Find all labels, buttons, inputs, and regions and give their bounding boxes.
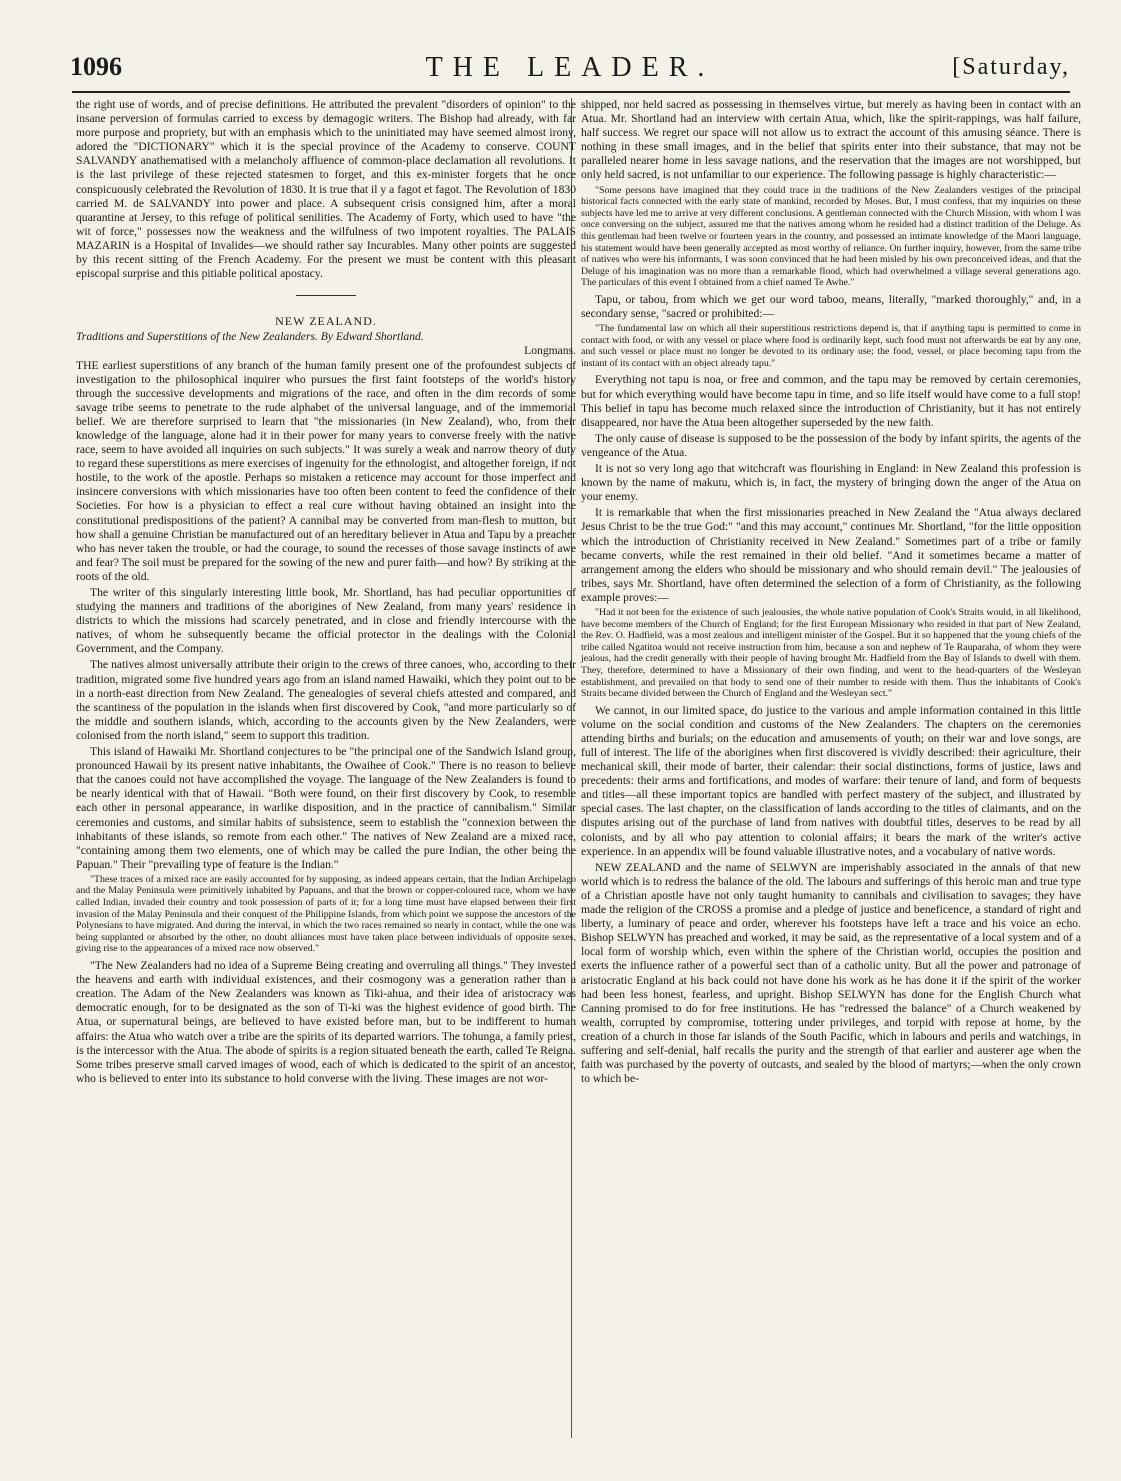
footnote: "These traces of a mixed race are easily accounted for by supposing, as indeed appears certain, that the Indian Archipelago and the Malay Peninsula were primitively inhabited by Papuans, and that the brown or copper-coloured race, whom we have called Indian, invaded their country and took possession of parts of it; for a long time must have elapsed between their first invasion of the Malay Peninsula and their conquest of the Philippine Islands, from which point we suppose the ancestors of the Polynesians to have migrated. And during the interval, in which the two races remained so nearly in contact, while the one was being supplanted or absorbed by the other, no doubt alliances must have taken place between individuals of opposite sexes, giving rise to the appearances of a mixed race now observed." xyxy=(76,873,576,955)
section-title: NEW ZEALAND. xyxy=(275,314,377,329)
paragraph: It is not so very long ago that witchcraft was flourishing in England: in New Zealand this profession is known by the name of makutu, which is, in fact, the mystery of bringing down the anger of the Atua on your enemy. xyxy=(581,462,1081,504)
paragraph: We cannot, in our limited space, do justice to the various and ample information contained in this little volume on the social condition and customs of the New Zealanders. The chapters on the ceremonies attending births and burials; on the education and amusements of youth; on their war and love songs, are full of interest. The life of the aborigines when first discovered is vividly described: their agriculture, their mechanical skill, their mode of barter, their calendar: their social distinctions, forms of justice, laws and precedents: their arms and fortifications, and modes of warfare: their tenure of land, and form of bequests and titles—all these important topics are handled with perfect mastery of the subject, and illustrated by special cases. The last chapter, on the classification of lands according to the titles of claimants, and on the disputes arising out of the purchase of land from natives with doubtful titles, deserves to be read by all colonists, and by all who pay attention to colonial affairs; it bears the mark of the writer's active experience. In an appendix will be found valuable illustrative notes, and a vocabulary of native words. xyxy=(581,703,1081,858)
publisher: Longmans. xyxy=(524,344,576,358)
quotation: "Some persons have imagined that they could trace in the traditions of the New Zealanders vestiges of the principal historical facts connected with the early state of mankind, recorded by Moses. But, I must confess, that my inquiries on these subjects have led me to arrive at very different conclusions. A gentleman connected with the Church Mission, with whom I was once conversing on the subject, assured me that the natives among whom he resided had a distinct tradition of the Deluge. As this gentleman had been twelve or fourteen years in the country, and possessed an intimate knowledge of the Maori language, his statement would have been generally accepted as most worthy of reliance. On further inquiry, however, from the same tribe of natives who were his informants, I was soon convinced that he had been misled by his own preconceived ideas, and that the Deluge of his imagination was no more than a remarkable flood, which had overwhelmed a village several generations ago. The particulars of this event I obtained from a chief named Te Awhe." xyxy=(581,184,1081,289)
paragraph: The natives almost universally attribute their origin to the crews of three canoes, who, according to their tradition, migrated some five hundred years ago from an island named Hawaiki, which they point out to be in a north-east direction from New Zealand. The genealogies of several chiefs attested and compared, and the scantiness of the population in the islands when first discovered by Cook, "and more particularly so of the middle and southern islands, which, according to the accounts given by the New Zealanders, were colonised from the north island," seem to support this tradition. xyxy=(76,658,576,742)
paragraph: NEW ZEALAND and the name of SELWYN are imperishably associated in the annals of that new world which is to redress the balance of the old. The labours and sufferings of this heroic man and true type of a Christian apostle have not only taught humanity to cannibals and civilisation to savages; they have made the religion of the CROSS a promise and a pledge of justice and beneficence, a standard of right and liberty, a luminary of peace and order, wherever his footsteps have left a trace and his voice an echo. Bishop SELWYN has preached and worked, it may be said, as the representative of a local system and of a local form of worship which, even within the sphere of the Christian world, occupies the position and exerts the influence rather of a powerful sect than of a catholic unity. But all the power and patronage of aristocratic England at his back could not have done his work as he has done it if the spirit of the worker had been less honest, fearless, and upright. Bishop SELWYN has done for the English Church what Canning promised to do for free institutions. He has "redressed the balance" of a Church weakened by wealth, corrupted by compromise, tottering under privileges, and torpid with repose at home, by the creation of a church in those far islands of the South Pacific, which in labours and perils and watchings, in suffering and self-denial, half recalls the purity and the strength of that earlier and austerer age when the faith was purchased by the poverty of outcasts, and sealed by the blood of martyrs;—when the only crown to which be- xyxy=(581,860,1081,1086)
quotation: "The fundamental law on which all their superstitious restrictions depend is, that if anything tapu is permitted to come in contact with food, or with any vessel or place where food is ordinarily kept, such food must not afterwards be eat by any one, and such vessel or place must no longer be devoted to its ordinary use; the food, vessel, or place becoming tapu from the instant of its contact with an object already tapu." xyxy=(581,323,1081,369)
masthead xyxy=(70,52,1070,88)
paragraph: This island of Hawaiki Mr. Shortland conjectures to be "the principal one of the Sandwich Island group, pronounced Hawaii by its present native inhabitants, the Owaihee of Cook." There is no reason to believe that the canoes could not have accomplished the voyage. The language of the New Zealanders is found to be nearly identical with that of Hawaii. "Both were found, on their first discovery by Cook, to resemble each other in personal appearance, in warlike disposition, and in the practice of cannibalism." Similar ceremonies and customs, and similar habits of subsistence, seem to establish the "connexion between the inhabitants of these islands, so remote from each other." The natives of New Zealand are a mixed race, "containing among them two elements, one of which may be called the pure Indian, the other being the Papuan." Their "prevailing type of feature is the Indian." xyxy=(76,745,576,871)
paragraph: THE earliest superstitions of any branch of the human family present one of the profoundest subjects of investigation to the philosophical inquirer who pursues the first faint footsteps of the world's history through the successive developments and migrations of the race, and often in the dim records of some savage tribe seems to penetrate to the rude alphabet of the universal language, and of the immemorial belief. We are therefore surprised to learn that "the missionaries (in New Zealand), who, from their knowledge of the language, alone had it in their power for many years to converse freely with the native race, seem to have avoided all inquiries on such subjects." It was surely a weak and narrow theory of duty to regard these superstitions as mere exercises of ingenuity for the ethnologist, and altogether foreign, if not hostile, to the work of the apostle. Perhaps so mistaken a reticence may account for those imperfect and insincere conversions with which missionaries have too often been content to feed the confidence of their Societies. For how is a physician to effect a real cure without having obtained an insight into the constitutional predispositions of the patient? A cannibal may be converted from man-flesh to mutton, but how shall a genuine Christian be manufactured out of an hereditary believer in Atua and Tapu by a preacher who has never taken the trouble, or had the courage, to sound the recesses of those savage instincts of awe and fear? The soil must be prepared for the sowing of the new and purer faith—and how? By striking at the roots of the old. xyxy=(76,358,576,583)
section-divider xyxy=(296,295,356,296)
paragraph: Tapu, or tabou, from which we get our word taboo, means, literally, "marked thoroughly," and, in a secondary sense, "sacred or prohibited:— xyxy=(581,292,1081,320)
paragraph: "The New Zealanders had no idea of a Supreme Being creating and overruling all things." They invested the heavens and earth with individual existences, and their cosmogony was a generation rather than a creation. The Adam of the New Zealanders was known as Tiki-ahua, and their idea of aristocracy was democratic enough, for to be designated as the son of Ti-ki was the highest evidence of good birth. The Atua, or supernatural beings, are believed to have existed before man, but to be indifferent to human affairs: the Atua who watch over a tribe are the spirits of its departed warriors. The tohunga, a family priest, is the intercessor with the Atua. The abode of spirits is a region situated beneath the earth, called Te Reigna. Some tribes preserve small carved images of wood, each of which is dedicated to the spirit of an ancestor, who is believed to enter into its substance to hold converse with the living. These images are not wor- xyxy=(76,959,576,1085)
header-rule xyxy=(72,91,1070,93)
issue-day: [Saturday, xyxy=(952,54,1070,80)
page-number: 1096 xyxy=(70,52,122,81)
quotation: "Had it not been for the existence of such jealousies, the whole native population of Cook's Straits would, in all likelihood, have become members of the Church of England; for the first European Missionary who resided in that part of New Zealand, the Rev. O. Hadfield, was a most zealous and intelligent minister of the Gospel. But it so happened that the young chiefs of the tribe called Ngatitoa would not receive instruction from him, because a son and nephew of Te Rauparaha, of whom they were jealous, had the credit generally with their people of having brought Mr. Hadfield from the Bay of Islands to dwell with them. They, therefore, determined to have a Missionary of their own finding, and went to the head-quarters of the Wesleyan establishment, and prevailed on that body to send one of their number to reside with them. Thus the inhabitants of Cook's Straits became divided between the Church of England and the Wesleyan sect." xyxy=(581,606,1081,700)
left-column xyxy=(76,98,576,1088)
book-title: Traditions and Superstitions of the New Zealanders. By Edward Shortland. xyxy=(76,330,424,344)
paragraph: Everything not tapu is noa, or free and common, and the tapu may be removed by certain ceremonies, but for which everything would have become tapu in time, and so life itself would have come to a full stop! This belief in tapu has become much relaxed since the introduction of Christianity, but it has not entirely disappeared, nor have the Atua been altogether superseded by the new faith. xyxy=(581,373,1081,429)
paragraph: It is remarkable that when the first missionaries preached in New Zealand the "Atua always declared Jesus Christ to be the true God:" "and this may account," continues Mr. Shortland, "for the little opposition which the introduction of Christianity received in New Zealand." Sometimes part of a tribe or family became converts, while the rest remained in their old belief. "And it sometimes became a matter of arrangement among the elders who should be missionary and who should remain devil." The jealousies of tribes, says Mr. Shortland, have often determined the selection of a form of Christianity, as the following example proves:— xyxy=(581,506,1081,604)
right-column xyxy=(581,98,1081,1088)
paragraph: The only cause of disease is supposed to be the possession of the body by infant spirits, the agents of the vengeance of the Atua. xyxy=(581,431,1081,459)
paragraph: shipped, nor held sacred as possessing in themselves virtue, but merely as having been in contact with an Atua. Mr. Shortland had an interview with certain Atua, which, like the spirit-rappings, was half failure, half success. We regret our space will not allow us to extract the account of this amusing séance. There is nothing in these small images, and in the belief that spirits enter into their substance, that may not be paralleled nearer home in less savage nations, and the reservation that the images are not worshipped, but only held sacred, is not unfamiliar to our experience. The following passage is highly characteristic:— xyxy=(581,98,1081,182)
paragraph: the right use of words, and of precise definitions. He attributed the prevalent "disorders of opinion" to the insane perversion of formulas carried to excess by demagogic writers. The Bishop had already, with far more purpose and propriety, but with an emphasis which to the uninitiated may have seemed almost irony, adored the "DICTIONARY" which it is the special province of the Academy to conserve. COUNT SALVANDY anathematised with a melancholy affluence of common-place declamation all revolutions. It is the last privilege of these rejected statesmen to forget, and this ex-minister forgets that he once conspicuously celebrated the Revolution of 1830. It is true that il y a fagot et fagot. The Revolution of 1830 carried M. de SALVANDY into power and place. A subsequent crisis consigned him, after a moral quarantine at Jersey, to this refuge of political senilities. The Academy of Forty, which used to have "the wit of force," possesses now the weakness and the wilfulness of two impotent royalties. The PALAIS MAZARIN is a Hospital of Invalides—we should rather say Incurables. Many other points are suggested by this recent sitting of the French Academy. For the present we must be content with this pleasant episcopal surprise and this pitiable political apostacy. xyxy=(76,98,576,281)
paragraph: The writer of this singularly interesting little book, Mr. Shortland, has had peculiar opportunities of studying the manners and traditions of the aborigines of New Zealand, from many years' residence in districts to which the missions had scarcely penetrated, and in close and friendly intercourse with the natives, of whom he subsequently became the official protector in the dealings with the Colonial Government, and the Company. xyxy=(76,586,576,656)
publication-title: THE LEADER. xyxy=(425,52,715,83)
